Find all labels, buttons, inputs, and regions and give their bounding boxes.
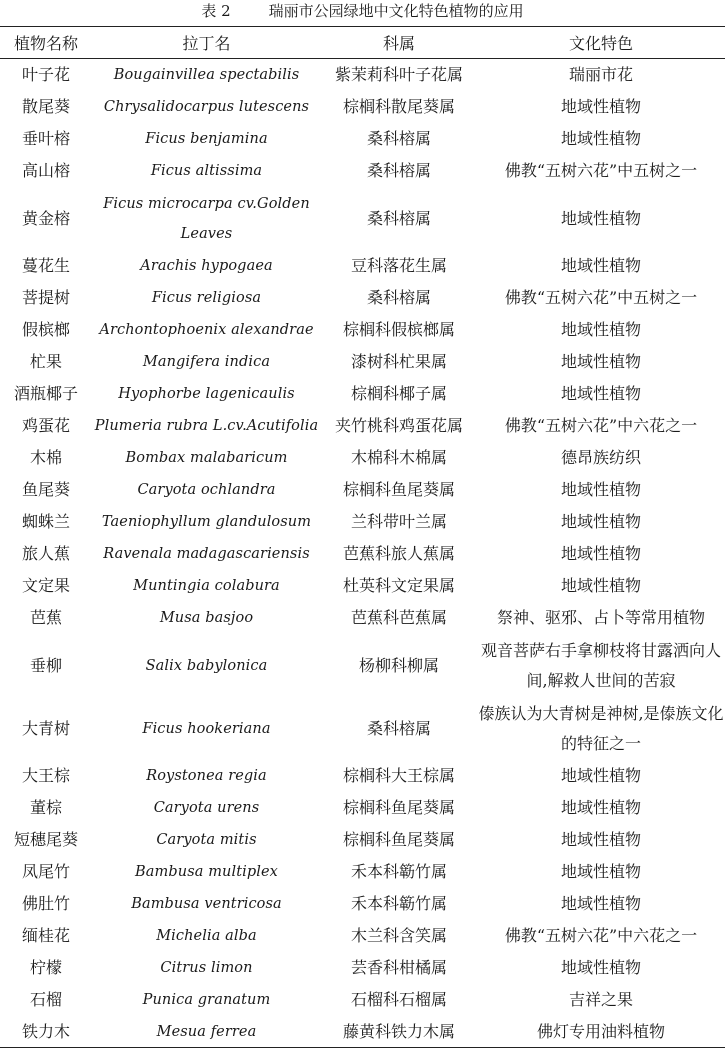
cell-latin-name: Ravenala madagascariensis bbox=[103, 546, 310, 562]
table-row bbox=[0, 984, 725, 1016]
cell-plant-name: 垂叶榕 bbox=[21, 129, 70, 148]
cell-cultural-feature: 地域性植物 bbox=[560, 958, 641, 977]
header-family-genus: 科属 bbox=[321, 27, 477, 59]
cell-plant-name: 大青树 bbox=[21, 718, 70, 738]
cell-family-genus: 杨柳科柳属 bbox=[358, 655, 439, 675]
cell-latin-name: Mesua ferrea bbox=[156, 1023, 257, 1040]
cell-family-genus: 禾本科簕竹属 bbox=[350, 894, 447, 913]
cell-plant-name: 芭蕉 bbox=[29, 608, 62, 627]
cell-family-genus: 桑科榕属 bbox=[366, 129, 431, 148]
table-title: 瑞丽市公园绿地中文化特色植物的应用 bbox=[268, 2, 524, 20]
cell-family-genus: 石榴科石榴属 bbox=[350, 990, 447, 1009]
table-row bbox=[0, 442, 725, 474]
cell-cultural-feature: 地域性植物 bbox=[560, 320, 641, 339]
table-row bbox=[0, 250, 725, 282]
cell-family-genus: 兰科带叶兰属 bbox=[350, 512, 447, 531]
table-row bbox=[0, 346, 725, 378]
cell-plant-name: 旅人蕉 bbox=[21, 544, 70, 563]
cell-cultural-feature: 地域性植物 bbox=[560, 798, 641, 817]
cell-latin-name: Ficus benjamina bbox=[145, 131, 268, 147]
cell-cultural-feature: 佛教“五树六花”中六花之一 bbox=[504, 416, 698, 435]
cell-latin-name: Caryota urens bbox=[153, 800, 260, 816]
cell-family-genus: 芭蕉科芭蕉属 bbox=[350, 608, 447, 627]
cell-cultural-feature: 瑞丽市花 bbox=[568, 65, 633, 84]
cell-latin-name: Roystonea regia bbox=[146, 768, 267, 784]
cell-latin-name: Chrysalidocarpus lutescens bbox=[103, 99, 310, 115]
table-row bbox=[0, 314, 725, 346]
table-row bbox=[0, 59, 725, 92]
cell-latin-name: Ficus hookeriana bbox=[142, 720, 271, 737]
cell-cultural-feature: 祭神、驱邪、占卜等常用植物 bbox=[496, 608, 705, 627]
cell-latin-name: Punica granatum bbox=[142, 992, 271, 1008]
cell-family-genus: 芭蕉科旅人蕉属 bbox=[342, 544, 455, 563]
cell-cultural-feature: 佛教“五树六花”中六花之一 bbox=[504, 926, 698, 945]
cell-cultural-feature: 傣族认为大青树是神树,是傣族文化的特征之一 bbox=[478, 703, 724, 753]
cell-family-genus: 棕榈科鱼尾葵属 bbox=[342, 830, 455, 849]
cell-cultural-feature: 地域性植物 bbox=[560, 862, 641, 881]
cell-latin-name: Muntingia colabura bbox=[133, 578, 280, 594]
cell-plant-name: 文定果 bbox=[21, 576, 70, 595]
cell-cultural-feature: 地域性植物 bbox=[560, 129, 641, 148]
table-number: 表 2 bbox=[201, 2, 231, 20]
cell-family-genus: 棕榈科鱼尾葵属 bbox=[342, 798, 455, 817]
cell-latin-name: Michelia alba bbox=[156, 928, 257, 944]
table-row bbox=[0, 282, 725, 314]
table-row bbox=[0, 920, 725, 952]
cell-family-genus: 棕榈科鱼尾葵属 bbox=[342, 480, 455, 499]
table-row bbox=[0, 824, 725, 856]
cell-latin-name: Caryota ochlandra bbox=[137, 482, 276, 498]
cell-plant-name: 铁力木 bbox=[21, 1021, 70, 1041]
cell-family-genus: 杜英科文定果属 bbox=[342, 576, 455, 595]
cell-family-genus: 芸香科柑橘属 bbox=[350, 958, 447, 977]
cell-cultural-feature: 地域性植物 bbox=[560, 97, 641, 116]
cell-plant-name: 缅桂花 bbox=[21, 926, 70, 945]
cell-cultural-feature: 地域性植物 bbox=[560, 480, 641, 499]
cell-cultural-feature: 地域性植物 bbox=[560, 384, 641, 403]
cell-family-genus: 棕榈科假槟榔属 bbox=[342, 320, 455, 339]
table-row bbox=[0, 760, 725, 792]
cell-latin-name: Caryota mitis bbox=[156, 832, 257, 848]
table-row bbox=[0, 570, 725, 602]
cell-plant-name: 黄金榕 bbox=[21, 208, 70, 228]
cell-cultural-feature: 地域性植物 bbox=[560, 256, 641, 275]
cell-family-genus: 豆科落花生属 bbox=[350, 256, 447, 275]
table-row bbox=[0, 474, 725, 506]
cell-cultural-feature: 佛灯专用油料植物 bbox=[536, 1021, 665, 1041]
cell-plant-name: 蜘蛛兰 bbox=[21, 512, 70, 531]
table-row bbox=[0, 155, 725, 187]
table-header bbox=[0, 27, 725, 59]
cell-plant-name: 叶子花 bbox=[21, 65, 70, 84]
cell-cultural-feature: 观音菩萨右手拿柳枝将甘露洒向人间,解救人世间的苦寂 bbox=[480, 640, 721, 690]
cell-plant-name: 酒瓶椰子 bbox=[13, 384, 78, 403]
cell-latin-name: Archontophoenix alexandrae bbox=[99, 322, 314, 338]
cell-latin-name: Ficus microcarpa cv.Golden Leaves bbox=[103, 195, 310, 242]
cell-family-genus: 夹竹桃科鸡蛋花属 bbox=[334, 416, 463, 435]
cell-plant-name: 高山榕 bbox=[21, 161, 70, 180]
cell-latin-name: Salix babylonica bbox=[145, 657, 268, 674]
cell-plant-name: 蔓花生 bbox=[21, 256, 70, 275]
cell-latin-name: Mangifera indica bbox=[142, 354, 271, 370]
cell-plant-name: 菩提树 bbox=[21, 288, 70, 307]
cell-cultural-feature: 吉祥之果 bbox=[568, 990, 633, 1009]
cell-plant-name: 董棕 bbox=[29, 798, 62, 817]
cell-latin-name: Hyophorbe lagenicaulis bbox=[118, 386, 295, 402]
cell-cultural-feature: 地域性植物 bbox=[560, 544, 641, 563]
cell-cultural-feature: 地域性植物 bbox=[560, 512, 641, 531]
cell-cultural-feature: 地域性植物 bbox=[560, 894, 641, 913]
cell-latin-name: Arachis hypogaea bbox=[140, 258, 273, 274]
cell-family-genus: 桑科榕属 bbox=[366, 161, 431, 180]
table-row bbox=[0, 952, 725, 984]
table-row bbox=[0, 91, 725, 123]
cell-latin-name: Plumeria rubra L.cv.Acutifolia bbox=[94, 418, 319, 434]
cell-cultural-feature: 地域性植物 bbox=[560, 208, 641, 228]
cell-plant-name: 柠檬 bbox=[29, 958, 62, 977]
cell-latin-name: Bambusa multiplex bbox=[135, 864, 278, 880]
cell-family-genus: 桑科榕属 bbox=[366, 208, 431, 228]
table-row bbox=[0, 634, 725, 697]
cell-latin-name: Citrus limon bbox=[160, 960, 253, 976]
header-latin-name: 拉丁名 bbox=[92, 27, 321, 59]
header-row bbox=[0, 27, 725, 59]
cell-plant-name: 鱼尾葵 bbox=[21, 480, 70, 499]
table-row bbox=[0, 187, 725, 250]
cell-plant-name: 散尾葵 bbox=[21, 97, 70, 116]
cell-family-genus: 木棉科木棉属 bbox=[350, 448, 447, 467]
cell-latin-name: Bombax malabaricum bbox=[125, 450, 288, 466]
cell-cultural-feature: 地域性植物 bbox=[560, 830, 641, 849]
table-body bbox=[0, 59, 725, 1048]
cell-cultural-feature: 佛教“五树六花”中五树之一 bbox=[504, 161, 698, 180]
cell-plant-name: 杧果 bbox=[29, 352, 62, 371]
table-row bbox=[0, 123, 725, 155]
table-row bbox=[0, 538, 725, 570]
cell-latin-name: Bougainvillea spectabilis bbox=[113, 67, 300, 83]
cell-cultural-feature: 德昂族纺织 bbox=[560, 448, 641, 467]
cell-family-genus: 漆树科杧果属 bbox=[350, 352, 447, 371]
cell-cultural-feature: 地域性植物 bbox=[560, 576, 641, 595]
table-row bbox=[0, 410, 725, 442]
table-row bbox=[0, 792, 725, 824]
cell-cultural-feature: 地域性植物 bbox=[560, 352, 641, 371]
cell-plant-name: 鸡蛋花 bbox=[21, 416, 70, 435]
table-row bbox=[0, 697, 725, 760]
cell-plant-name: 垂柳 bbox=[29, 655, 62, 675]
table-row bbox=[0, 602, 725, 634]
cell-family-genus: 紫茉莉科叶子花属 bbox=[334, 65, 463, 84]
header-plant-name: 植物名称 bbox=[0, 27, 92, 59]
header-cultural-feature: 文化特色 bbox=[477, 27, 725, 59]
cell-family-genus: 禾本科簕竹属 bbox=[350, 862, 447, 881]
table-row bbox=[0, 1016, 725, 1048]
cell-family-genus: 棕榈科椰子属 bbox=[350, 384, 447, 403]
cell-family-genus: 棕榈科散尾葵属 bbox=[342, 97, 455, 116]
table-row bbox=[0, 506, 725, 538]
cell-family-genus: 棕榈科大王棕属 bbox=[342, 766, 455, 785]
cell-plant-name: 短穗尾葵 bbox=[13, 830, 78, 849]
cell-latin-name: Musa basjoo bbox=[159, 610, 254, 626]
cell-latin-name: Ficus religiosa bbox=[151, 290, 262, 306]
cell-plant-name: 凤尾竹 bbox=[21, 862, 70, 881]
cell-plant-name: 大王棕 bbox=[21, 766, 70, 785]
cell-cultural-feature: 佛教“五树六花”中五树之一 bbox=[504, 288, 698, 307]
cell-plant-name: 石榴 bbox=[29, 990, 62, 1009]
cell-latin-name: Ficus altissima bbox=[150, 163, 263, 179]
table-row bbox=[0, 888, 725, 920]
table-row bbox=[0, 856, 725, 888]
cell-latin-name: Taeniophyllum glandulosum bbox=[101, 514, 312, 530]
cell-family-genus: 藤黄科铁力木属 bbox=[342, 1021, 455, 1041]
cell-family-genus: 桑科榕属 bbox=[366, 718, 431, 738]
cell-plant-name: 佛肚竹 bbox=[21, 894, 70, 913]
plant-table bbox=[0, 26, 725, 1048]
cell-plant-name: 假槟榔 bbox=[21, 320, 70, 339]
cell-cultural-feature: 地域性植物 bbox=[560, 766, 641, 785]
cell-latin-name: Bambusa ventricosa bbox=[131, 896, 282, 912]
cell-family-genus: 木兰科含笑属 bbox=[350, 926, 447, 945]
table-row bbox=[0, 378, 725, 410]
cell-family-genus: 桑科榕属 bbox=[366, 288, 431, 307]
table-caption bbox=[0, 0, 725, 24]
cell-plant-name: 木棉 bbox=[29, 448, 62, 467]
